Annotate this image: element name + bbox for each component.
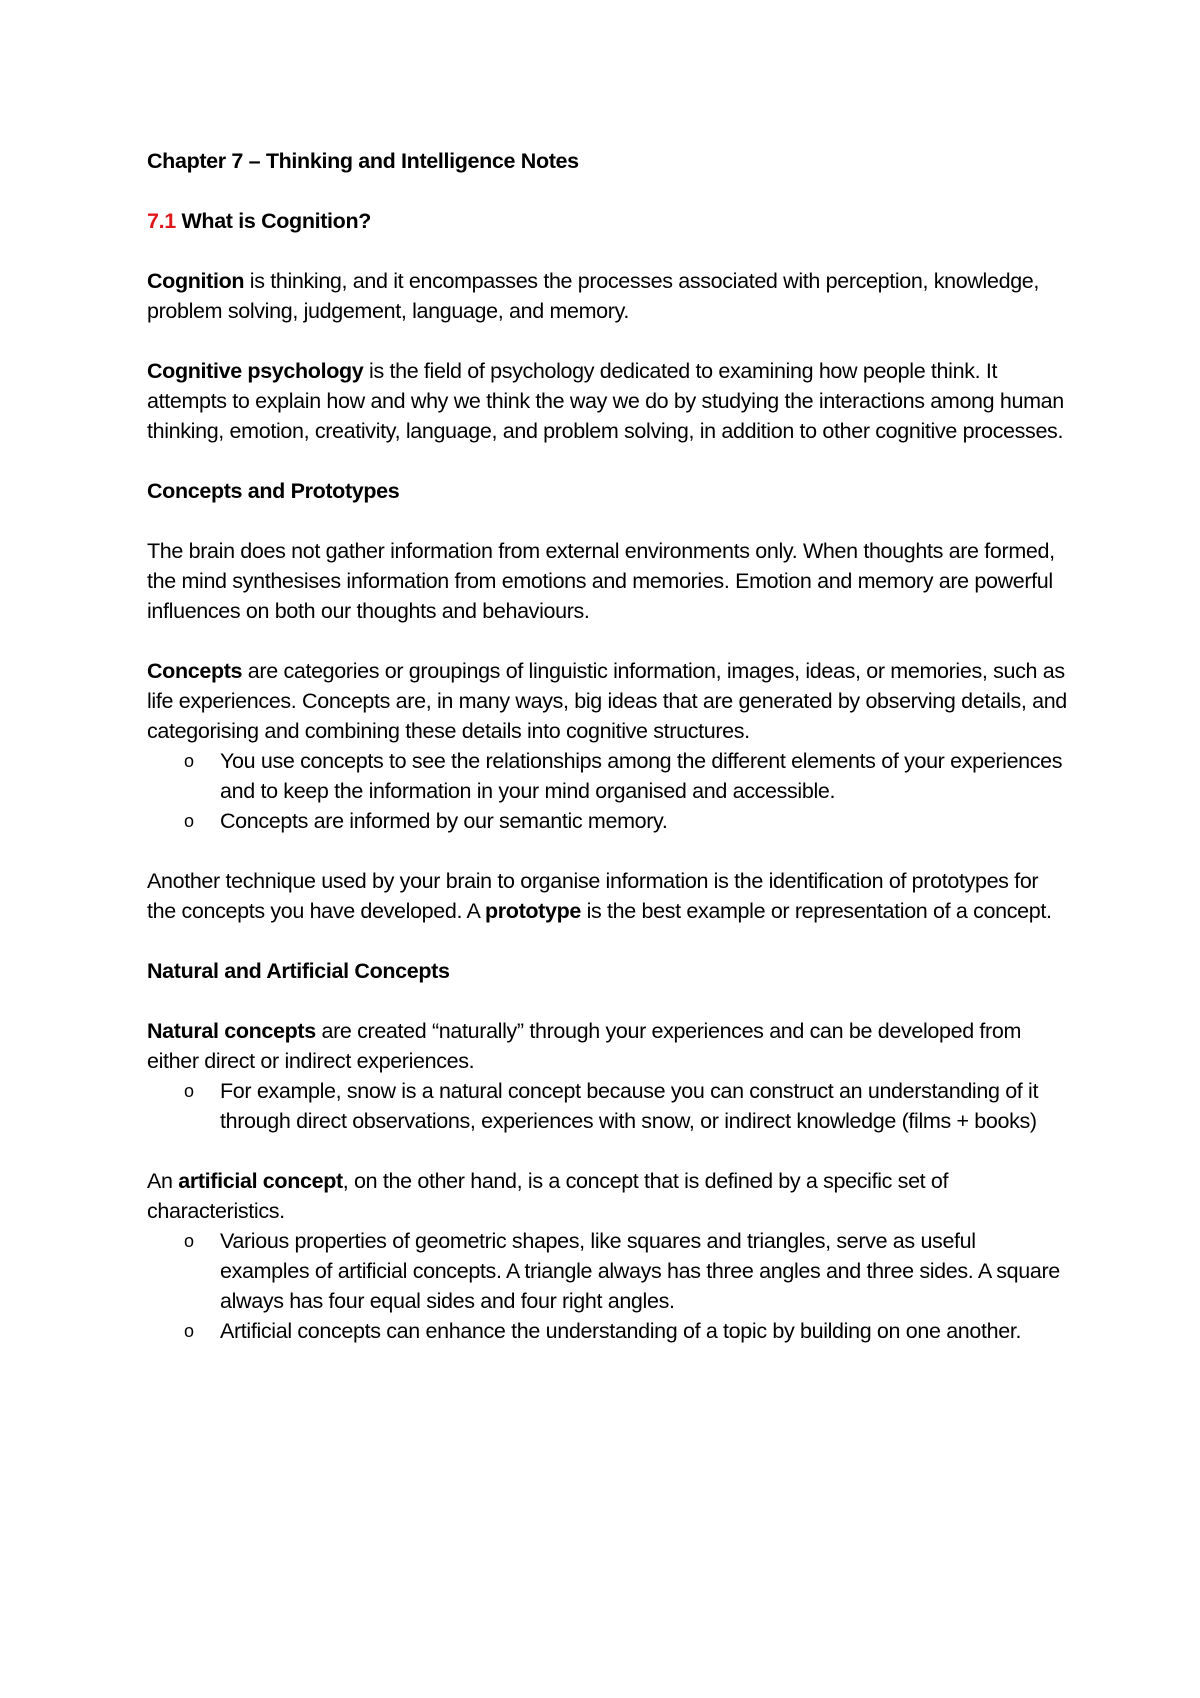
- section-heading: [147, 206, 1067, 236]
- list-item: [184, 806, 1067, 836]
- natural-concepts-paragraph: [147, 1016, 1067, 1076]
- bullet-marker-icon: o: [184, 1081, 194, 1101]
- bullet-marker-icon: o: [184, 751, 194, 771]
- cognitive-psychology-text: is the field of psychology dedicated to examining how people think. It attempts to explain how and why we think the way we do by studying the interactions among human thinking, emotion, creativity, language, and problem solving, in addition to other cognitive processes.: [147, 359, 1064, 443]
- prototype-text-before: Another technique used by your brain to organise information is the identification of prototypes for the concepts you have developed. A: [147, 869, 1039, 923]
- natural-bullet-list: [147, 1076, 1067, 1136]
- prototype-paragraph: [147, 866, 1067, 926]
- concepts-bullet-list: [147, 746, 1067, 836]
- cognition-text: is thinking, and it encompasses the processes associated with perception, knowledge, problem solving, judgement, language, and memory.: [147, 269, 1040, 323]
- cognition-paragraph: [147, 266, 1067, 326]
- natural-concepts-text: are created “naturally” through your experiences and can be developed from either direct or indirect experiences.: [147, 1019, 1022, 1073]
- concepts-paragraph: [147, 656, 1067, 746]
- term-prototype: prototype: [485, 899, 581, 923]
- bullet-marker-icon: o: [184, 811, 194, 831]
- bullet-text: For example, snow is a natural concept because you can construct an understanding of it through direct observations, experiences with snow, or indirect knowledge (films + books): [220, 1079, 1039, 1133]
- bullet-text: Artificial concepts can enhance the understanding of a topic by building on one another.: [220, 1319, 1022, 1343]
- section-title: What is Cognition?: [175, 209, 372, 233]
- prototype-text-after: is the best example or representation of a concept.: [580, 899, 1052, 923]
- bullet-text: Concepts are informed by our semantic memory.: [220, 809, 668, 833]
- list-item: [184, 1226, 1067, 1316]
- list-item: [184, 746, 1067, 806]
- term-cognition: Cognition: [147, 269, 245, 293]
- term-concepts: Concepts: [147, 659, 243, 683]
- bullet-marker-icon: o: [184, 1321, 194, 1341]
- bullet-text: You use concepts to see the relationships among the different elements of your experiences and to keep the information in your mind organised and accessible.: [220, 749, 1063, 803]
- term-cognitive-psychology: Cognitive psychology: [147, 359, 364, 383]
- term-natural-concepts: Natural concepts: [147, 1019, 316, 1043]
- artificial-concept-paragraph: [147, 1166, 1067, 1226]
- bullet-text: Various properties of geometric shapes, like squares and triangles, serve as useful examples of artificial concepts. A triangle always has three angles and three sides. A square always has four equal sides and four right angles.: [220, 1229, 1060, 1313]
- document-page: [147, 146, 1067, 1376]
- artificial-text-before: An: [147, 1169, 179, 1193]
- brain-paragraph: The brain does not gather information from external environments only. When thoughts are formed, the mind synthesises information from emotions and memories. Emotion and memory are powerful influences on both our thoughts and behaviours.: [147, 539, 1055, 623]
- heading-natural-artificial: Natural and Artificial Concepts: [147, 959, 450, 983]
- section-number: 7.1: [147, 209, 176, 233]
- concepts-text: are categories or groupings of linguistic information, images, ideas, or memories, such as life experiences. Concepts are, in many ways, big ideas that are generated by observing details, and categorising and combining these details into cognitive structures.: [147, 659, 1067, 743]
- document-title: Chapter 7 – Thinking and Intelligence Notes: [147, 149, 579, 173]
- artificial-text-after: , on the other hand, is a concept that is defined by a specific set of characteristics.: [147, 1169, 949, 1223]
- artificial-bullet-list: [147, 1226, 1067, 1346]
- heading-concepts-prototypes: Concepts and Prototypes: [147, 479, 400, 503]
- list-item: [184, 1316, 1067, 1346]
- bullet-marker-icon: o: [184, 1231, 194, 1251]
- term-artificial-concept: artificial concept: [178, 1169, 343, 1193]
- list-item: [184, 1076, 1067, 1136]
- cognitive-psychology-paragraph: [147, 356, 1067, 446]
